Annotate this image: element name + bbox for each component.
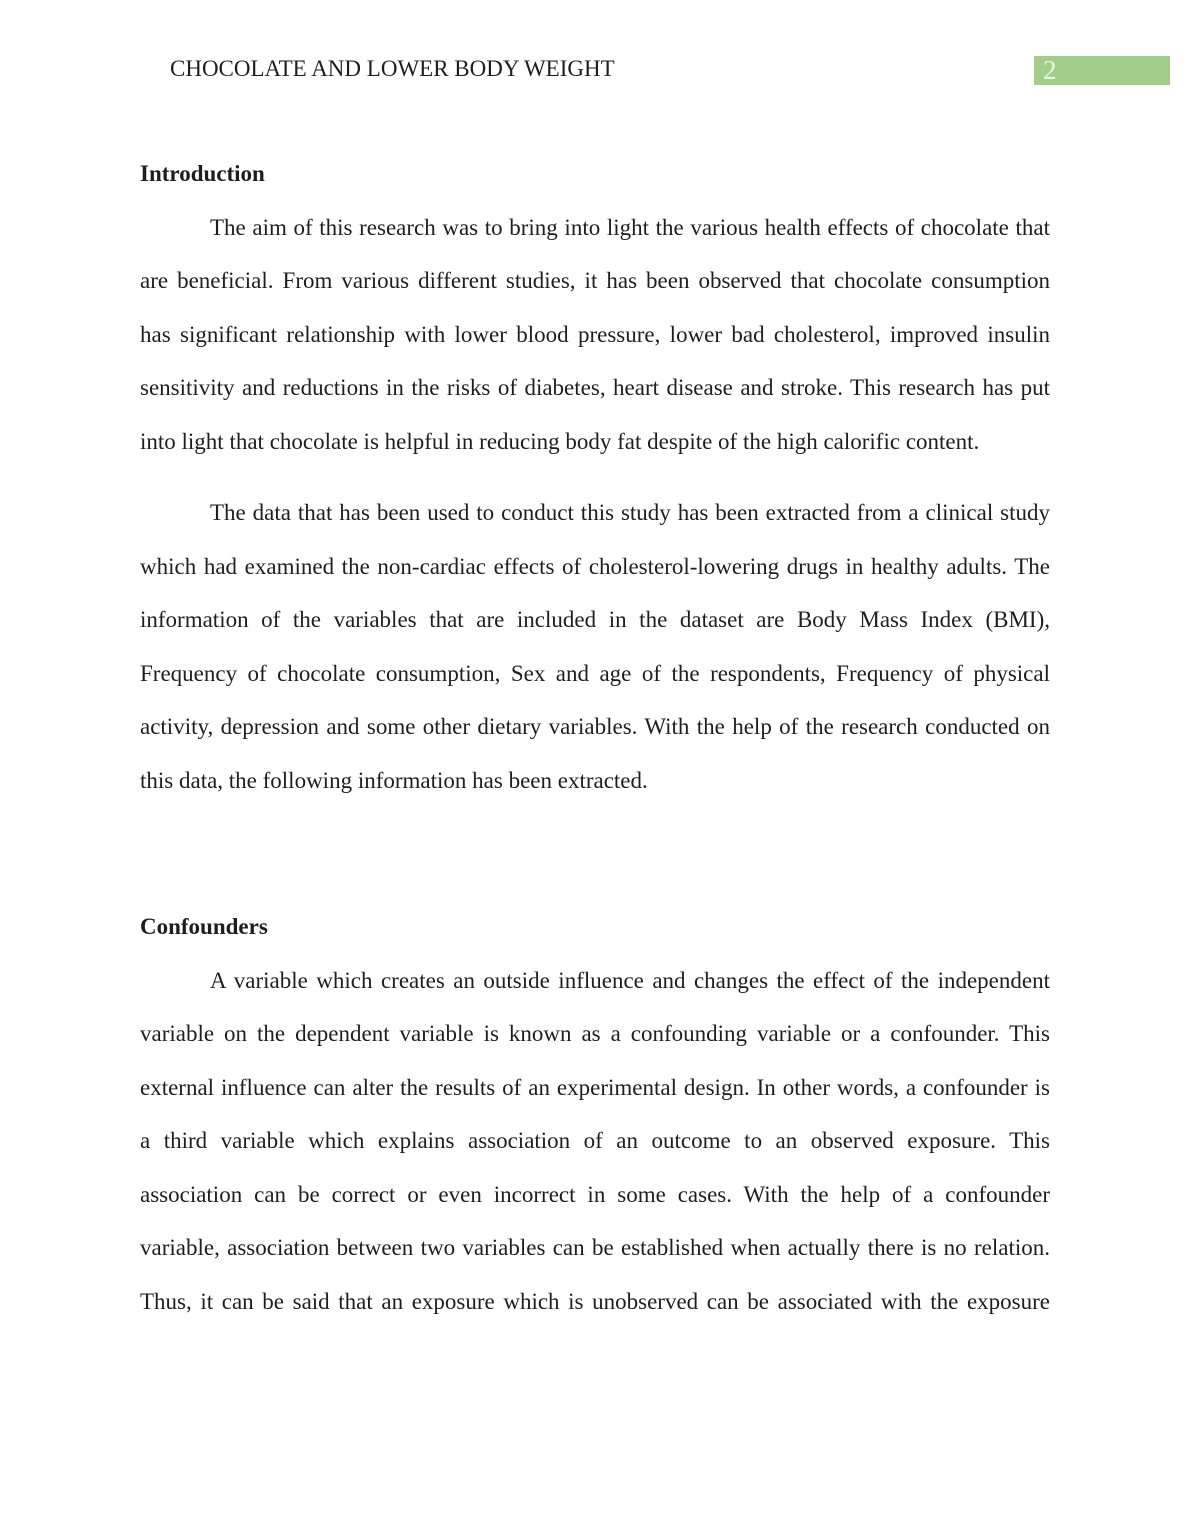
page-number: 2: [1043, 55, 1057, 85]
paragraph: [140, 486, 1050, 807]
section-heading-introduction: Introduction: [140, 161, 265, 186]
text-line: into light that chocolate is helpful in reducing body fat despite of the high calorific content.: [140, 428, 980, 454]
text-line: Thus, it can be said that an exposure which is unobserved can be associated with the exposure: [140, 1288, 1050, 1314]
text-line: activity, depression and some other dietary variables. With the help of the research conducted on: [140, 714, 1050, 739]
document-body: [140, 147, 1050, 1328]
text-line: a third variable which explains association of an outcome to an observed exposure. This: [140, 1128, 1050, 1153]
text-line: sensitivity and reductions in the risks of diabetes, heart disease and stroke. This research has put: [140, 375, 1050, 400]
text-line: The aim of this research was to bring into light the various health effects of chocolate that: [210, 214, 1050, 240]
text-line: are beneficial. From various different studies, it has been observed that chocolate consumption: [140, 268, 1050, 293]
paragraph: [140, 201, 1050, 469]
text-line: The data that has been used to conduct this study has been extracted from a clinical study: [210, 500, 1050, 525]
text-line: A variable which creates an outside influence and changes the effect of the independent: [210, 967, 1050, 993]
text-line: variable, association between two variables can be established when actually there is no relation.: [140, 1235, 1050, 1260]
text-line: which had examined the non-cardiac effects of cholesterol-lowering drugs in healthy adults. The: [140, 553, 1050, 579]
text-line: variable on the dependent variable is known as a confounding variable or a confounder. This: [140, 1021, 1050, 1046]
text-line: external influence can alter the results of an experimental design. In other words, a confounder is: [140, 1074, 1050, 1100]
paragraph: [140, 954, 1050, 1329]
running-head: CHOCOLATE AND LOWER BODY WEIGHT: [170, 56, 615, 81]
section-heading-confounders: Confounders: [140, 914, 268, 939]
text-line: Frequency of chocolate consumption, Sex and age of the respondents, Frequency of physical: [140, 660, 1050, 686]
text-line: association can be correct or even incorrect in some cases. With the help of a confounder: [140, 1181, 1050, 1207]
text-line: has significant relationship with lower blood pressure, lower bad cholesterol, improved insulin: [140, 321, 1050, 347]
text-line: information of the variables that are included in the dataset are Body Mass Index (BMI),: [140, 607, 1050, 632]
page-number-badge: [1034, 56, 1170, 85]
text-line: this data, the following information has been extracted.: [140, 767, 648, 793]
